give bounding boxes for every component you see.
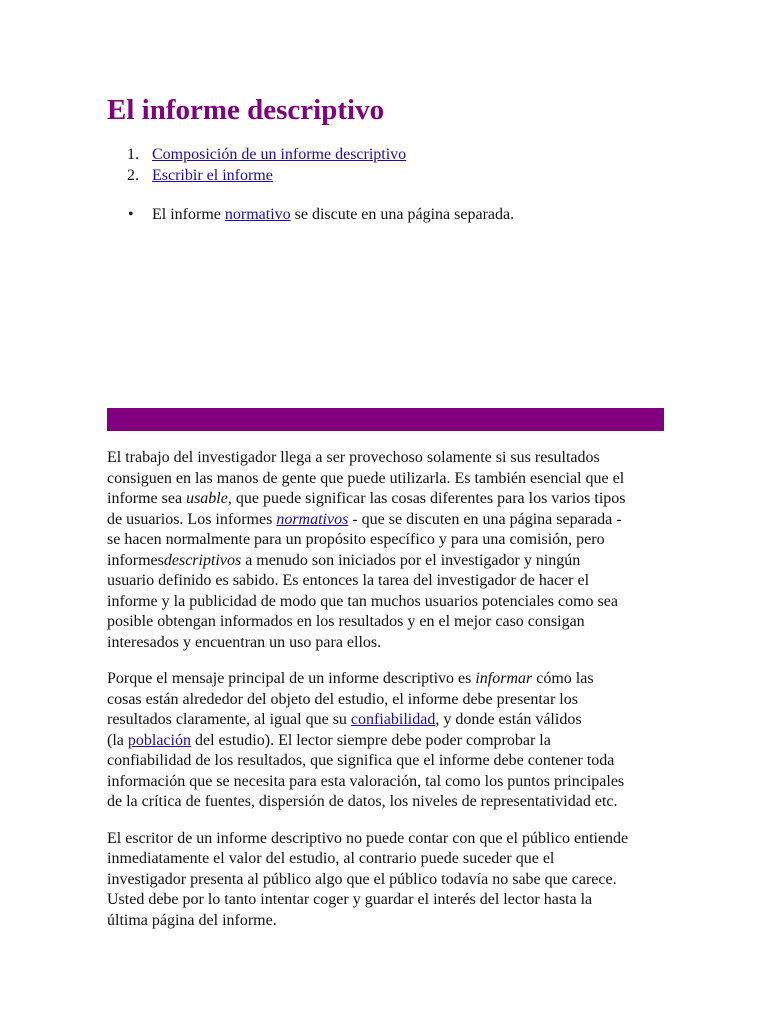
body-text	[107, 448, 667, 947]
text-line	[107, 731, 667, 752]
link-confiabilidad[interactable]: confiabilidad	[350, 711, 436, 728]
text-line	[107, 669, 667, 690]
text-fragment: informes	[107, 551, 164, 569]
text-line: posible obtengan informados en los resultados y en el mejor caso consigan	[107, 613, 585, 630]
text-line: información que se necesita para esta valoración, tal como los puntos principales	[107, 772, 625, 790]
page-title: El informe descriptivo	[107, 94, 385, 126]
text-line: se hacen normalmente para un propósito específico y para una comisión, pero	[107, 531, 605, 548]
text-line	[107, 489, 667, 510]
text-fragment: - que se discuten en una página separada -	[348, 510, 622, 528]
text-fragment: a menudo son iniciados por el investigador y ningún	[241, 551, 581, 569]
note-list	[107, 204, 514, 225]
toc-item	[127, 144, 407, 165]
note-text-after: se discute en una página separada.	[290, 206, 515, 223]
text-line: informe y la publicidad de modo que tan muchos usuarios potenciales como sea	[107, 592, 618, 610]
toc-link-escribir[interactable]: Escribir el informe	[152, 167, 273, 184]
toc-number: 1.	[127, 146, 139, 163]
link-normativos-text: normativos	[276, 510, 349, 528]
text-line: El trabajo del investigador llega a ser provechoso solamente si sus resultados	[107, 449, 600, 466]
text-fragment: de usuarios. Los informes	[107, 510, 277, 528]
text-line: confiabilidad de los resultados, que significa que el informe debe contener toda	[107, 752, 615, 769]
text-line: consiguen en las manos de gente que puede utilizarla. Es también esencial que el	[107, 469, 625, 487]
paragraph-2	[107, 669, 667, 813]
link-normativo[interactable]: normativo	[224, 206, 291, 223]
text-line: El escritor de un informe descriptivo no puede contar con que el público entiende	[107, 829, 629, 847]
text-line: investigador presenta al público algo que el público todavía no sabe que carece.	[107, 870, 617, 888]
paragraph-3	[107, 829, 667, 932]
bullet-icon: •	[128, 206, 134, 223]
table-of-contents	[107, 144, 406, 186]
text-fragment: Porque el mensaje principal de un informe descriptivo es	[107, 670, 476, 687]
link-poblacion[interactable]: población	[127, 731, 191, 749]
paragraph-1	[107, 448, 667, 653]
text-fragment: resultados claramente, al igual que su	[107, 711, 351, 728]
toc-number: 2.	[127, 167, 139, 184]
text-fragment: del estudio). El lector siempre debe poder comprobar la	[190, 731, 551, 749]
text-fragment: , y donde están válidos	[435, 711, 582, 728]
text-fragment: cómo las	[532, 670, 594, 687]
toc-link-composicion[interactable]: Composición de un informe descriptivo	[152, 146, 407, 163]
text-line: última página del informe.	[107, 911, 277, 929]
toc-item	[127, 165, 406, 186]
emphasis-usable: usable,	[186, 490, 232, 507]
emphasis-informar: informar	[475, 670, 533, 687]
text-fragment: que puede significar las cosas diferentes para los varios tipos	[231, 490, 626, 507]
link-normativos[interactable]	[276, 511, 348, 528]
text-line: usuario definido es sabido. Es entonces la tarea del investigador de hacer el	[107, 572, 590, 589]
text-fragment: (la	[107, 731, 128, 749]
text-line: cosas están alrededor del objeto del estudio, el informe debe presentar los	[107, 690, 578, 708]
section-divider	[107, 408, 664, 431]
text-line: de la crítica de fuentes, dispersión de datos, los niveles de representatividad etc.	[107, 793, 618, 810]
text-line	[107, 551, 667, 572]
note-item	[128, 204, 515, 225]
text-line: inmediatamente el valor del estudio, al contrario puede suceder que el	[107, 850, 555, 867]
text-line	[107, 510, 667, 531]
text-line: Usted debe por lo tanto intentar coger y guardar el interés del lector hasta la	[107, 891, 593, 908]
text-line	[107, 710, 667, 731]
text-line: interesados y encuentran un uso para ellos.	[107, 633, 382, 651]
emphasis-descriptivos: descriptivos	[163, 551, 242, 569]
text-fragment: informe sea	[107, 490, 187, 507]
note-text-before: El informe	[152, 206, 225, 223]
